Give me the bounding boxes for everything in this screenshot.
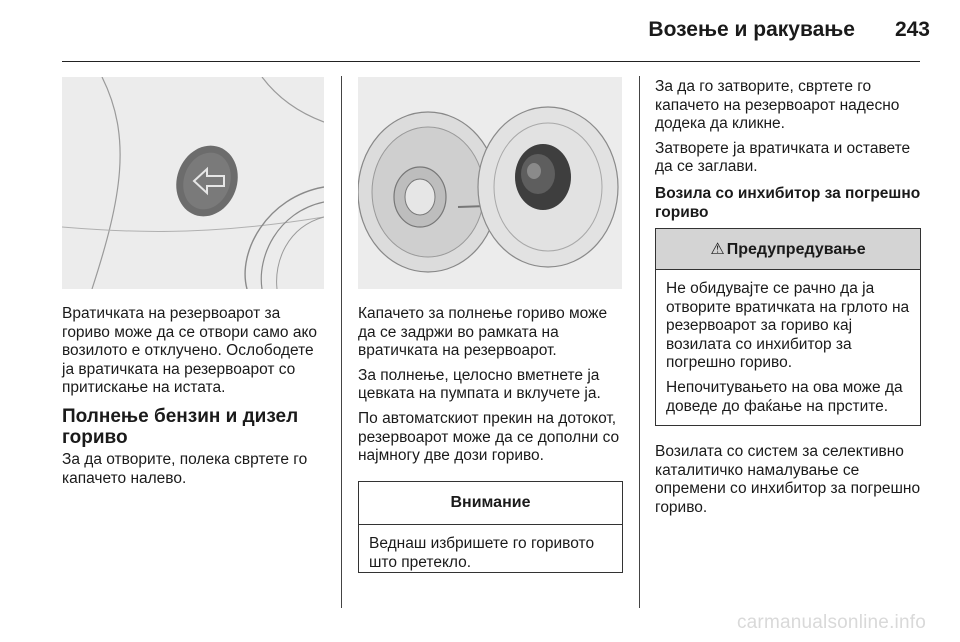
warning-text-1: Не обидувајте се рачно да ја отворите вратичката на грлото на резервоарот за гориво кај возилата со инхибитор за погрешно гориво.	[666, 280, 910, 372]
insert-nozzle-paragraph: За полнење, целосно вметнете ја цевката на пумпата и вклучете ја.	[358, 366, 601, 403]
page-header-title: Возење и ракување	[648, 18, 855, 41]
column-divider-2	[639, 76, 640, 608]
warning-text-2: Непочитувањето на ова може да доведе до фаќање на прстите.	[666, 378, 903, 415]
close-cap-paragraph: За да го затворите, свртете го капачето на резервоарот надесно додека да кликне.	[655, 78, 900, 133]
warning-box	[655, 228, 921, 426]
warning-header	[656, 229, 920, 270]
watermark: carmanualsonline.info	[736, 612, 926, 633]
column-3-text	[655, 78, 923, 222]
open-cap-paragraph: За да отворите, полека свртете го капачето налево.	[62, 450, 308, 487]
fuel-door-illustration	[62, 77, 324, 289]
cap-holder-paragraph: Капачето за полнење гориво може да се задржи во рамката на вратичката на резервоарот.	[358, 305, 608, 360]
caution-text: Веднаш избришете го горивото што претекло.	[369, 535, 595, 571]
caution-body	[359, 525, 622, 586]
caution-notice-box	[358, 481, 623, 573]
warning-triangle-icon: ⚠	[710, 241, 725, 258]
page-number: 243	[894, 18, 930, 41]
warning-title: Предупредување	[726, 241, 866, 258]
header-rule	[62, 61, 920, 62]
fuel-cap-illustration	[358, 77, 622, 289]
column-1-text	[62, 305, 324, 494]
column-3-bottom-text	[655, 443, 923, 523]
fuel-cap-drawing	[358, 77, 622, 289]
fuel-door-release-paragraph: Вратичката на резервоарот за гориво може да се отвори само ако возилото е отклучено. Ослободете ја вратичката на резервоарот со притискање на истата.	[62, 305, 318, 397]
fuel-door-drawing	[62, 77, 324, 289]
column-divider-1	[341, 76, 342, 608]
refueling-heading: Полнење бензин и дизел гориво	[62, 405, 299, 448]
top-off-paragraph: По автоматскиот прекин на дотокот, резервоарот може да се дополни со најмногу две дози гориво.	[358, 409, 620, 465]
column-2-text	[358, 305, 622, 472]
caution-title: Внимание	[359, 482, 622, 525]
misfuel-inhibitor-heading: Возила со инхибитор за погрешно гориво	[655, 184, 921, 221]
close-door-paragraph: Затворете ја вратичката и оставете да се заглави.	[655, 139, 911, 176]
scr-system-paragraph: Возилата со систем за селективно каталитичко намалување се опремени со инхибитор за погрешно гориво.	[655, 443, 921, 516]
warning-body	[656, 270, 920, 430]
